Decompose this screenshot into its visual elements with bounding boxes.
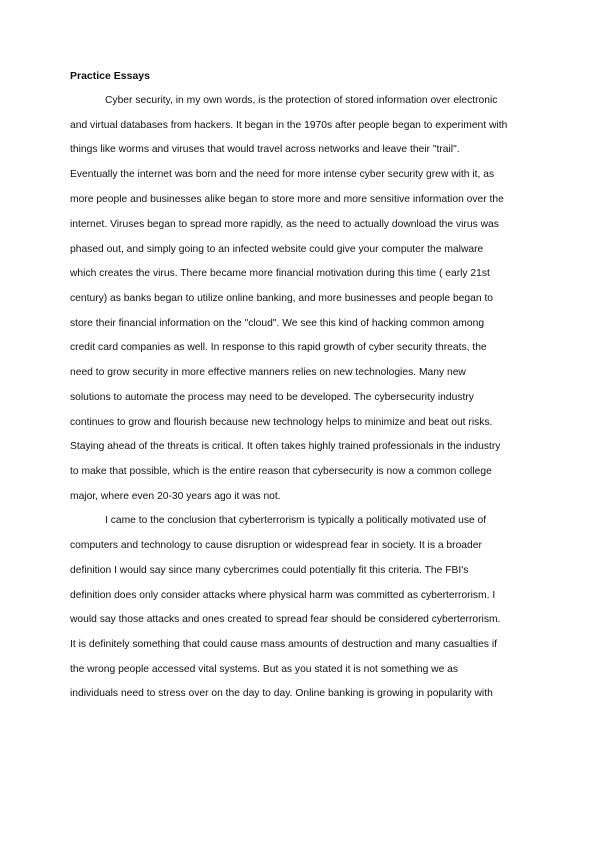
- document-title: Practice Essays: [70, 70, 150, 82]
- paragraph-2-line-3: definition I would say since many cybercrimes could potentially fit this criteria. The FBI's: [70, 565, 469, 576]
- paragraph-1-line-5: more people and businesses alike began to store more and more sensitive information over the: [70, 194, 504, 205]
- paragraph-1-line-6: internet. Viruses began to spread more rapidly, as the need to actually download the virus was: [70, 219, 499, 230]
- paragraph-1-line-10: store their financial information on the "cloud". We see this kind of hacking common among: [70, 318, 485, 329]
- paragraph-2-line-7: the wrong people accessed vital systems. But as you stated it is not something we as: [70, 664, 459, 675]
- paragraph-1-line-13: solutions to automate the process may need to be developed. The cybersecurity industry: [70, 392, 474, 403]
- paragraph-1-line-2: and virtual databases from hackers. It began in the 1970s after people began to experiment with: [70, 120, 508, 131]
- paragraph-2-line-6: It is definitely something that could cause mass amounts of destruction and many casualties if: [70, 639, 497, 650]
- paragraph-1-line-15: Staying ahead of the threats is critical. It often takes highly trained professionals in the industry: [70, 441, 501, 452]
- paragraph-2-line-4: definition does only consider attacks where physical harm was committed as cyberterrorism. I: [70, 590, 496, 601]
- paragraph-1-line-17: major, where even 20-30 years ago it was not.: [70, 491, 281, 502]
- paragraph-2-line-8: individuals need to stress over on the day to day. Online banking is growing in popularity with: [70, 688, 493, 699]
- paragraph-2-line-1: I came to the conclusion that cyberterrorism is typically a politically motivated use of: [105, 515, 487, 526]
- paragraph-2-line-5: would say those attacks and ones created to spread fear should be considered cyberterrorism.: [70, 614, 501, 625]
- paragraph-1-line-1: Cyber security, in my own words, is the protection of stored information over electronic: [105, 95, 498, 106]
- paragraph-1-line-8: which creates the virus. There became more financial motivation during this time ( early 21st: [70, 268, 490, 279]
- paragraph-1-line-16: to make that possible, which is the entire reason that cybersecurity is now a common college: [70, 466, 492, 477]
- paragraph-1-line-14: continues to grow and flourish because new technology helps to minimize and beat out risks.: [70, 417, 493, 428]
- paragraph-1-line-11: credit card companies as well. In response to this rapid growth of cyber security threats, the: [70, 342, 487, 353]
- paragraph-1-line-12: need to grow security in more effective manners relies on new technologies. Many new: [70, 367, 466, 378]
- paragraph-1-line-3: things like worms and viruses that would travel across networks and leave their "trail".: [70, 144, 460, 155]
- paragraph-1-line-4: Eventually the internet was born and the need for more intense cyber security grew with it, as: [70, 169, 495, 180]
- paragraph-1-line-9: century) as banks began to utilize online banking, and more businesses and people began to: [70, 293, 494, 304]
- paragraph-1-line-7: phased out, and simply going to an infected website could give your computer the malware: [70, 244, 484, 255]
- paragraph-2-line-2: computers and technology to cause disruption or widespread fear in society. It is a broader: [70, 540, 482, 551]
